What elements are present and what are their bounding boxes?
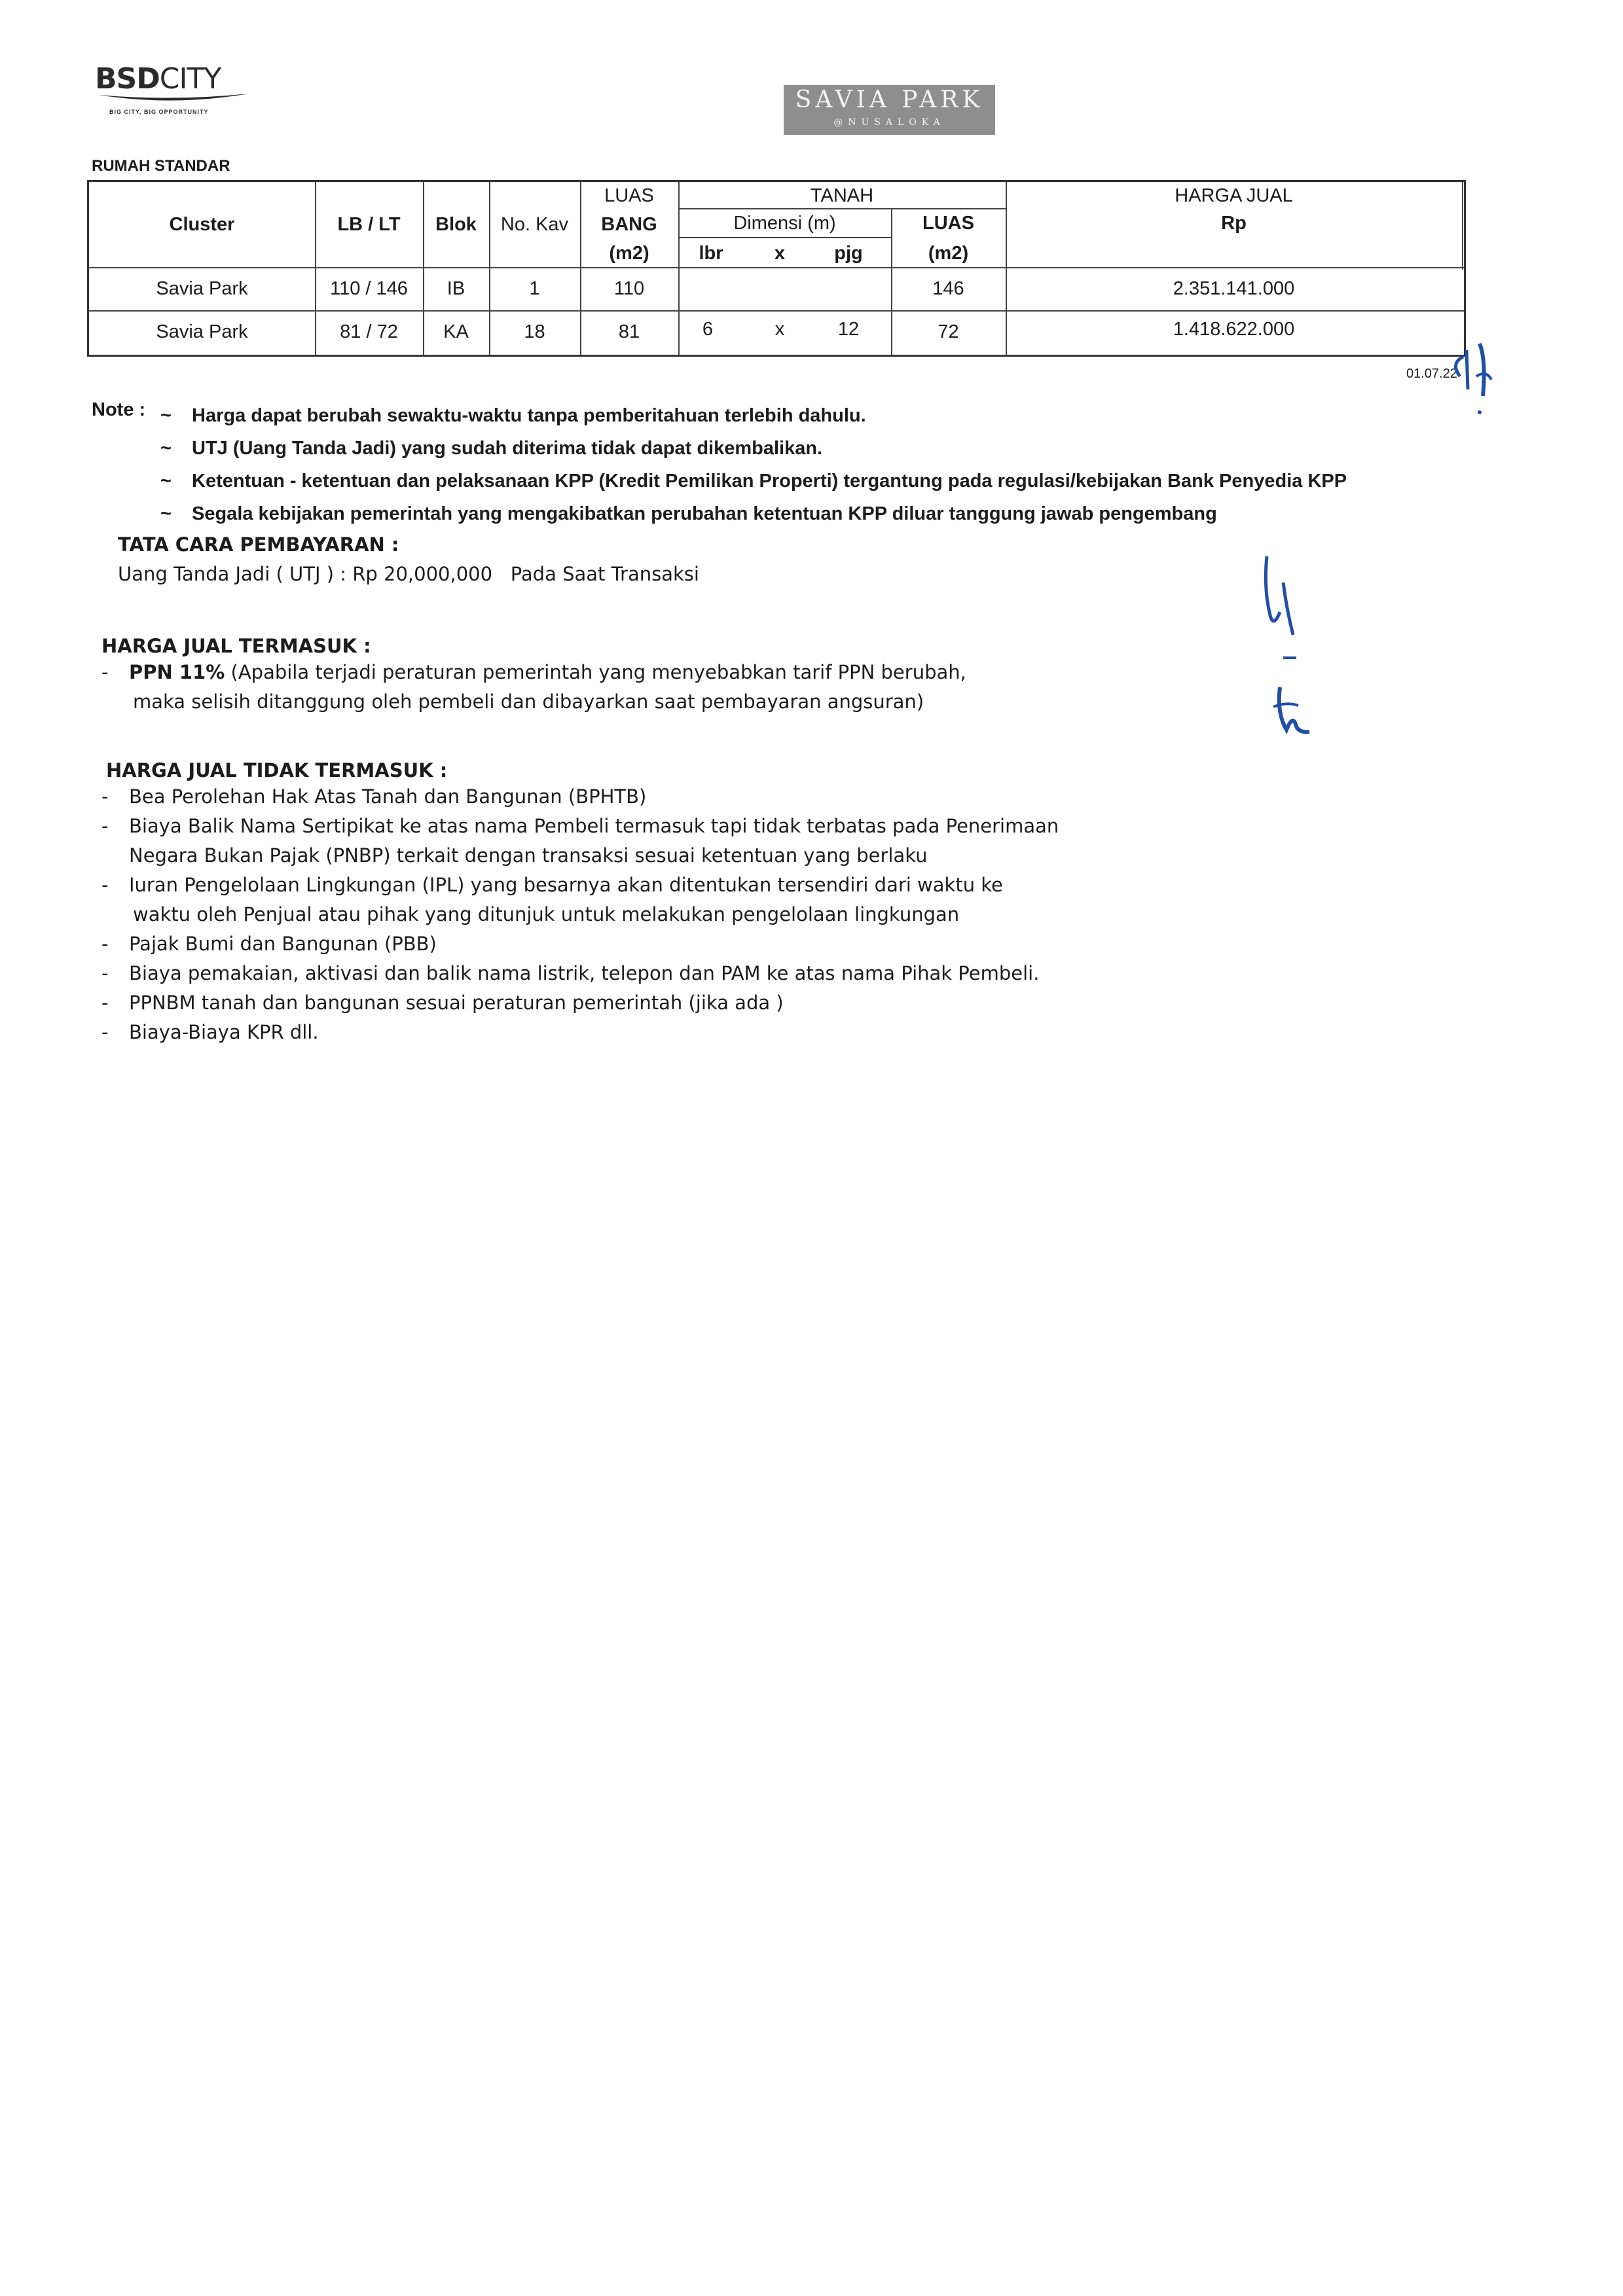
savia-logo-name: SAVIA PARK <box>795 86 984 113</box>
row1-harga: 2.351.141.000 <box>1173 278 1295 299</box>
swoosh-icon <box>95 90 252 105</box>
row1-luas-tanah: 146 <box>932 278 964 299</box>
row2-lbr: 6 <box>702 319 714 340</box>
included-list <box>101 658 966 717</box>
excluded-item: - Biaya Balik Nama Sertipikat ke atas nama Pembeli termasuk tapi tidak terbatas pada Penerimaan <box>101 812 1059 841</box>
row2-no-kav: 18 <box>524 321 545 342</box>
row1-lb-lt: 110 / 146 <box>330 278 408 299</box>
excluded-item: - PPNBM tanah dan bangunan sesuai peraturan pemerintah (jika ada ) <box>101 988 1059 1018</box>
row2-blok: KA <box>443 321 469 342</box>
included-item-cont: maka selisih ditanggung oleh pembeli dan dibayarkan saat pembayaran angsuran) <box>133 691 924 713</box>
row2-x: x <box>775 319 785 340</box>
header-dimensi: Dimensi (m) <box>733 213 836 234</box>
handwritten-signature-icon <box>1247 550 1326 759</box>
header-x: x <box>774 243 786 264</box>
row1-no-kav: 1 <box>529 278 540 299</box>
excluded-item-cont: Negara Bukan Pajak (PNBP) terkait dengan transaksi sesuai ketentuan yang berlaku <box>129 844 928 867</box>
header-luas-tanah-2: (m2) <box>928 243 969 264</box>
note-item: ~ Harga dapat berubah sewaktu-waktu tanpa pemberitahuan terlebih dahulu. <box>160 405 866 426</box>
date-code: 01.07.22 <box>1406 367 1457 381</box>
excluded-item: - Pajak Bumi dan Bangunan (PBB) <box>101 929 1059 959</box>
row2-lb-lt: 81 / 72 <box>340 321 398 342</box>
note-item: ~ Ketentuan - ketentuan dan pelaksanaan KPP (Kredit Pemilikan Properti) tergantung pada regulasi/kebijakan Bank Penyedia KPP <box>160 471 1347 492</box>
payment-title: TATA CARA PEMBAYARAN : <box>118 533 399 556</box>
excluded-item: - Iuran Pengelolaan Lingkungan (IPL) yang besarnya akan ditentukan tersendiri dari waktu ke <box>101 870 1059 900</box>
row2-luas-bang: 81 <box>618 321 640 342</box>
header-lbr: lbr <box>699 243 723 264</box>
header-blok: Blok <box>435 214 477 235</box>
note-item: ~ Segala kebijakan pemerintah yang mengakibatkan perubahan ketentuan KPP diluar tanggung jawab pengembang <box>160 503 1217 524</box>
row2-luas-tanah: 72 <box>938 321 959 342</box>
row1-cluster: Savia Park <box>156 278 248 299</box>
excluded-item: - Biaya pemakaian, aktivasi dan balik nama listrik, telepon dan PAM ke atas nama Pihak Pembeli. <box>101 959 1059 988</box>
savia-park-logo <box>784 85 995 135</box>
header-no-kav: No. Kav <box>500 214 569 235</box>
bsd-logo-tagline: BIG CITY, BIG OPPORTUNITY <box>109 109 209 115</box>
note-label: Note : <box>92 399 146 420</box>
included-item: - PPN 11% (Apabila terjadi peraturan pemerintah yang menyebabkan tarif PPN berubah, <box>101 658 966 687</box>
note-item: ~ UTJ (Uang Tanda Jadi) yang sudah diterima tidak dapat dikembalikan. <box>160 438 823 459</box>
row1-luas-bang: 110 <box>613 278 645 299</box>
payment-line: Uang Tanda Jadi ( UTJ ) : Rp 20,000,000 Pada Saat Transaksi <box>118 563 699 585</box>
header-cluster: Cluster <box>169 214 235 235</box>
header-tanah: TANAH <box>810 185 874 206</box>
section-title: RUMAH STANDAR <box>92 157 230 175</box>
handwritten-initial-icon <box>1447 324 1506 422</box>
header-luas-bang-1: LUAS <box>604 185 654 206</box>
notes-list <box>160 399 1347 530</box>
row1-blok: IB <box>447 278 465 299</box>
bsd-city-logo <box>95 62 265 115</box>
excluded-item-cont: waktu oleh Penjual atau pihak yang ditunjuk untuk melakukan pengelolaan lingkungan <box>133 903 960 925</box>
header-pjg: pjg <box>834 243 863 264</box>
excluded-item: - Biaya-Biaya KPR dll. <box>101 1018 1059 1047</box>
excluded-list <box>101 782 1059 1047</box>
savia-logo-sub: @NUSALOKA <box>833 117 945 128</box>
header-harga-2: Rp <box>1221 213 1247 234</box>
row2-pjg: 12 <box>837 319 860 340</box>
header-luas-tanah-1: LUAS <box>922 213 974 234</box>
header-luas-bang-3: (m2) <box>609 243 649 264</box>
row2-cluster: Savia Park <box>156 321 248 342</box>
row2-harga: 1.418.622.000 <box>1173 319 1295 340</box>
bsd-logo-wordmark: BSDCITY <box>95 62 221 96</box>
price-table <box>87 180 1466 357</box>
excluded-title: HARGA JUAL TIDAK TERMASUK : <box>106 759 448 781</box>
included-title: HARGA JUAL TERMASUK : <box>101 635 371 657</box>
header-harga-1: HARGA JUAL <box>1175 185 1293 206</box>
excluded-item: - Bea Perolehan Hak Atas Tanah dan Bangunan (BPHTB) <box>101 782 1059 812</box>
header-luas-bang-2: BANG <box>601 214 657 235</box>
header-lb-lt: LB / LT <box>337 214 401 235</box>
